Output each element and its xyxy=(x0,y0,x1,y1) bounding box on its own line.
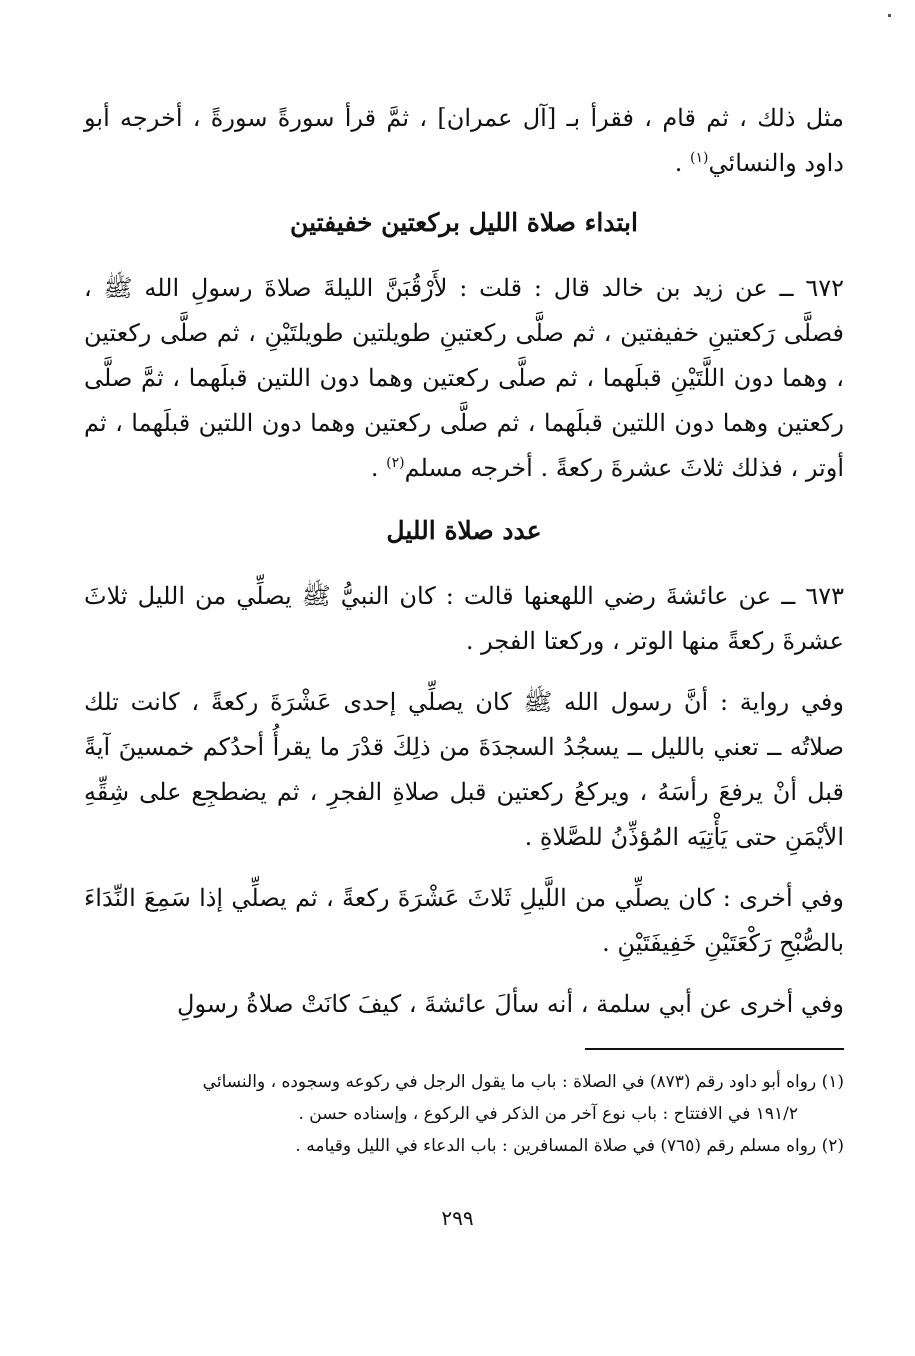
footnote-1-line-2: ١٩١/٢ في الافتتاح : باب نوع آخر من الذكر في الركوع ، وإسناده حسن . xyxy=(298,1104,798,1124)
paragraph-end: . xyxy=(674,149,691,177)
section-heading-1: ابتداء صلاة الليل بركعتين خفيفتين xyxy=(290,208,638,237)
footnotes xyxy=(84,1066,844,1162)
hadith-673: ٦٧٣ ــ عن عائشةَ رضي اللهعنها قالت : كان النبيُّ ﷺ يصلِّي من الليل ثلاثَ عشرةَ ركعةً منها الوتر ، وركعتا الفجر . xyxy=(84,582,844,655)
footnote-2: (٢) رواه مسلم رقم (٧٦٥) في صلاة المسافرين : باب الدعاء في الليل وقيامه . xyxy=(295,1136,844,1156)
page-number: ٢٩٩ xyxy=(441,1206,474,1230)
footnote-1-line-1: (١) رواه أبو داود رقم (٨٧٣) في الصلاة : باب ما يقول الرجل في ركوعه وسجوده ، والنسائي xyxy=(202,1072,844,1092)
paragraph-continuation xyxy=(84,96,844,186)
narration-ukhra-1: وفي أخرى : كان يصلِّي من اللَّيلِ ثَلاثَ عَشْرَةَ ركعةً ، ثم يصلِّي إذا سَمِعَ النِّدَاءَ بالصُّبْحِ رَكْعَتَيْنِ خَفِيفَتَيْنِ . xyxy=(84,884,844,957)
hadith-672 xyxy=(84,266,844,491)
paragraph-end: . xyxy=(370,454,387,482)
narration-ukhra-2: وفي أخرى عن أبي سلمة ، أنه سألَ عائشةَ ، كيفَ كانَتْ صلاةُ رسولِ xyxy=(177,990,844,1018)
paragraph-text: ٦٧٢ ــ عن زيد بن خالد قال : قلت : لأَرْقُبَنَّ الليلةَ صلاةَ رسولِ الله ﷺ ، فصلَّى رَكعتينِ خفيفتين ، ثم صلَّى ركعتينِ طويلتين طويلتَيْنِ ، ثم صلَّى ركعتين ، وهما دون اللَّتَيْنِ قبلَهما ، ثم صلَّى ركعتين وهما دون اللتين قبلَهما ، ثمَّ صلَّى ركعتين وهما دون اللتين قبلَهما ، ثم صلَّى ركعتين وهما دون اللتين قبلَهما ، ثم أوتر ، فذلك ثلاثَ عشرةَ ركعةً . أخرجه مسلم xyxy=(84,274,844,482)
paragraph-text: مثل ذلك ، ثم قام ، فقرأ بـ [آل عمران] ، ثمَّ قرأ سورةً سورةً ، أخرجه أبو داود والنسائي xyxy=(84,104,844,177)
footnote-ref-2: (٢) xyxy=(386,455,405,471)
footnote-divider xyxy=(585,1048,844,1050)
narration-riwaya: وفي رواية : أنَّ رسول الله ﷺ كان يصلِّي إحدى عَشْرَةَ ركعةً ، كانت تلك صلاتُه ــ تعني بالليل ــ يسجُدُ السجدَةَ من ذلِكَ قدْرَ ما يقرأُ أحدُكم خمسينَ آيةً قبل أنْ يرفعَ رأسَهُ ، ويركعُ ركعتين قبل صلاةِ الفجرِ ، ثم يضطجِع على شِقِّهِ الأيْمَنِ حتى يَأْتِيَه المُؤذِّنُ للصَّلاةِ . xyxy=(84,688,844,851)
footnote-ref-1: (١) xyxy=(690,150,709,166)
scan-speck xyxy=(888,14,891,17)
section-heading-2: عدد صلاة الليل xyxy=(386,516,542,545)
